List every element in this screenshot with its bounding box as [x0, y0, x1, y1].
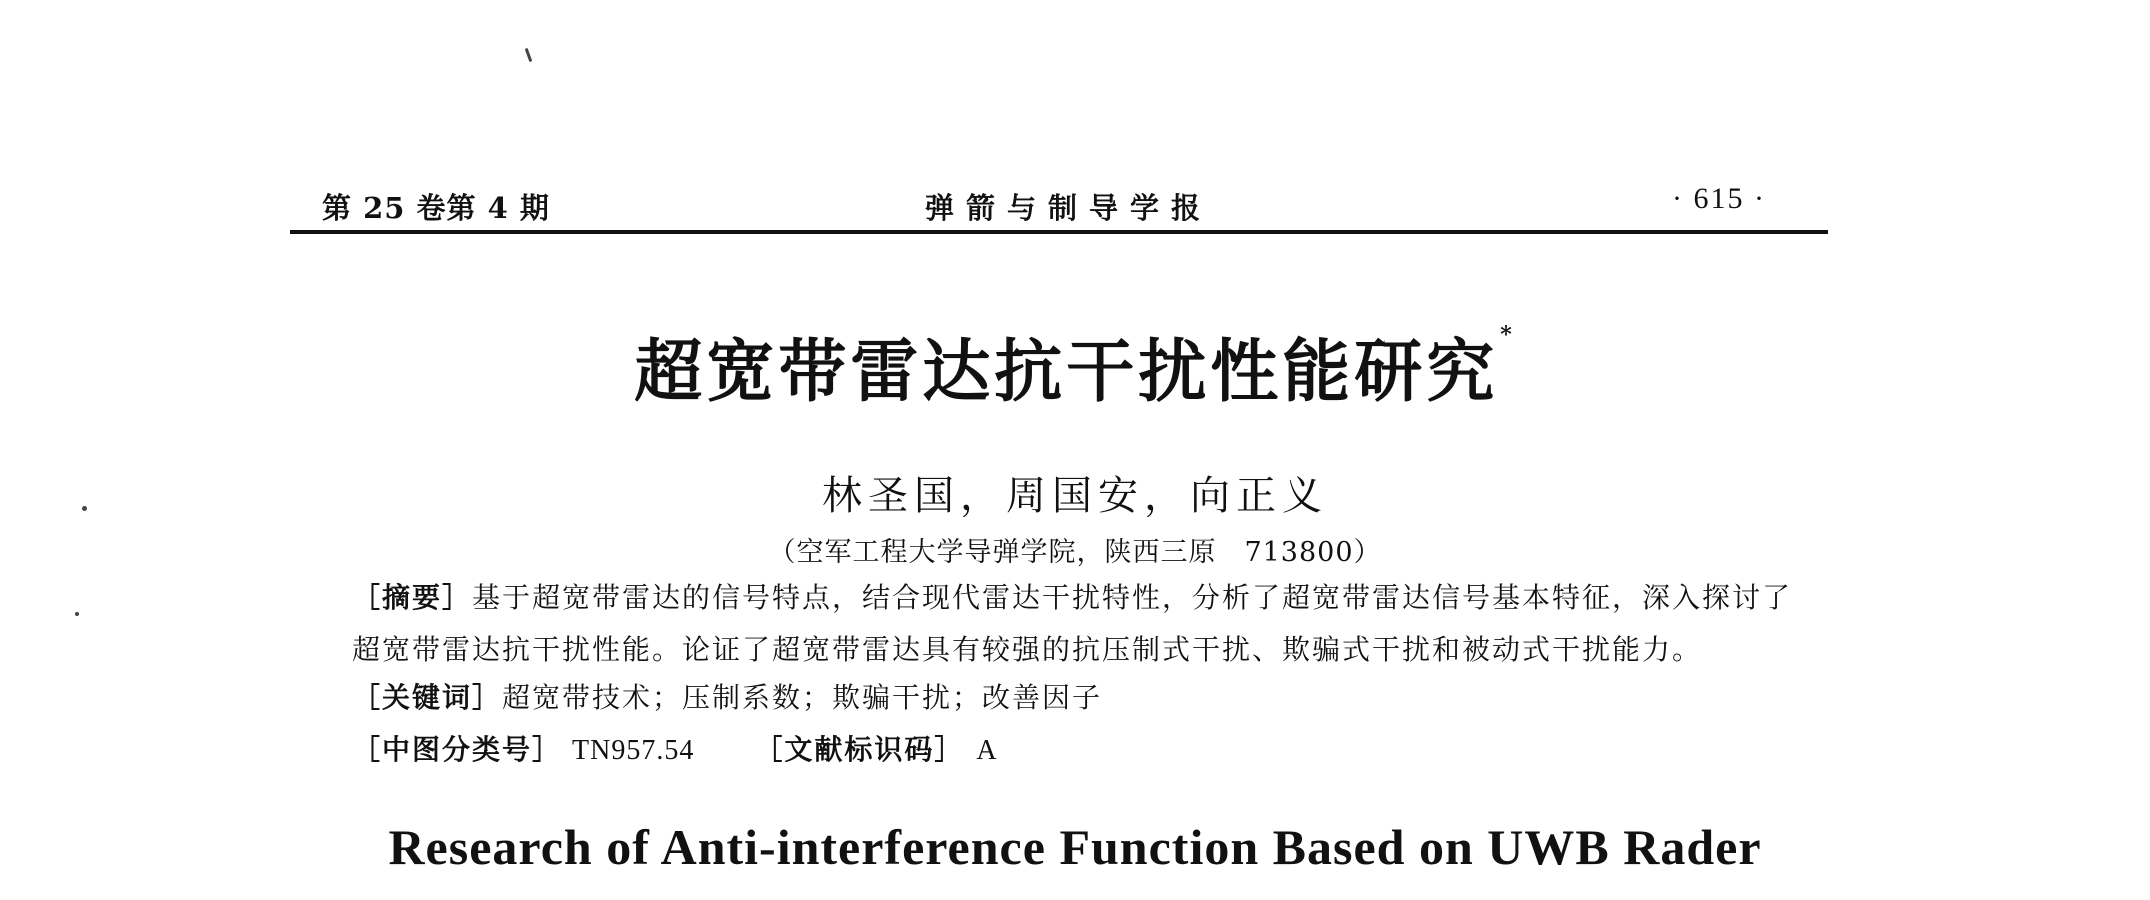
affiliation: （空军工程大学导弹学院，陕西三原 713800）: [768, 537, 1382, 568]
classification-tag: ［中图分类号］: [352, 733, 563, 766]
abstract-tag: ［摘要］: [352, 581, 473, 614]
scan-speck: [75, 612, 79, 616]
classification-line: [352, 728, 999, 768]
scan-speck: [525, 48, 533, 62]
header-rule: [290, 230, 1828, 234]
paper-title-text: 超宽带雷达抗干扰性能研究: [634, 332, 1499, 412]
doc-code-value: A: [976, 735, 999, 766]
page-number: · 615 ·: [1672, 182, 1766, 215]
title-footnote-mark: *: [1500, 322, 1516, 348]
volume-issue: 第 25 卷第 4 期: [322, 191, 550, 225]
keywords-value: 超宽带技术；压制系数；欺骗干扰；改善因子: [502, 681, 1103, 714]
abstract-line-1: [352, 576, 1792, 616]
paper-title: [0, 318, 2150, 415]
keywords-line: [352, 676, 1102, 716]
english-title: Research of Anti-interference Function Based on UWB Rader: [388, 819, 1762, 875]
classification-value: TN957.54: [572, 735, 695, 766]
abstract-text-2: 超宽带雷达抗干扰性能。论证了超宽带雷达具有较强的抗压制式干扰、欺骗式干扰和被动式干扰能力。: [352, 633, 1703, 666]
doc-code-tag: ［文献标识码］: [754, 733, 965, 766]
abstract-text-1: 基于超宽带雷达的信号特点，结合现代雷达干扰特性，分析了超宽带雷达信号基本特征，深入探讨了: [472, 581, 1793, 614]
keywords-tag: ［关键词］: [352, 681, 503, 714]
abstract-line-2: [352, 628, 1702, 668]
journal-name: 弹箭与制导学报: [925, 191, 1213, 225]
authors: 林圣国，周国安，向正义: [822, 473, 1328, 519]
